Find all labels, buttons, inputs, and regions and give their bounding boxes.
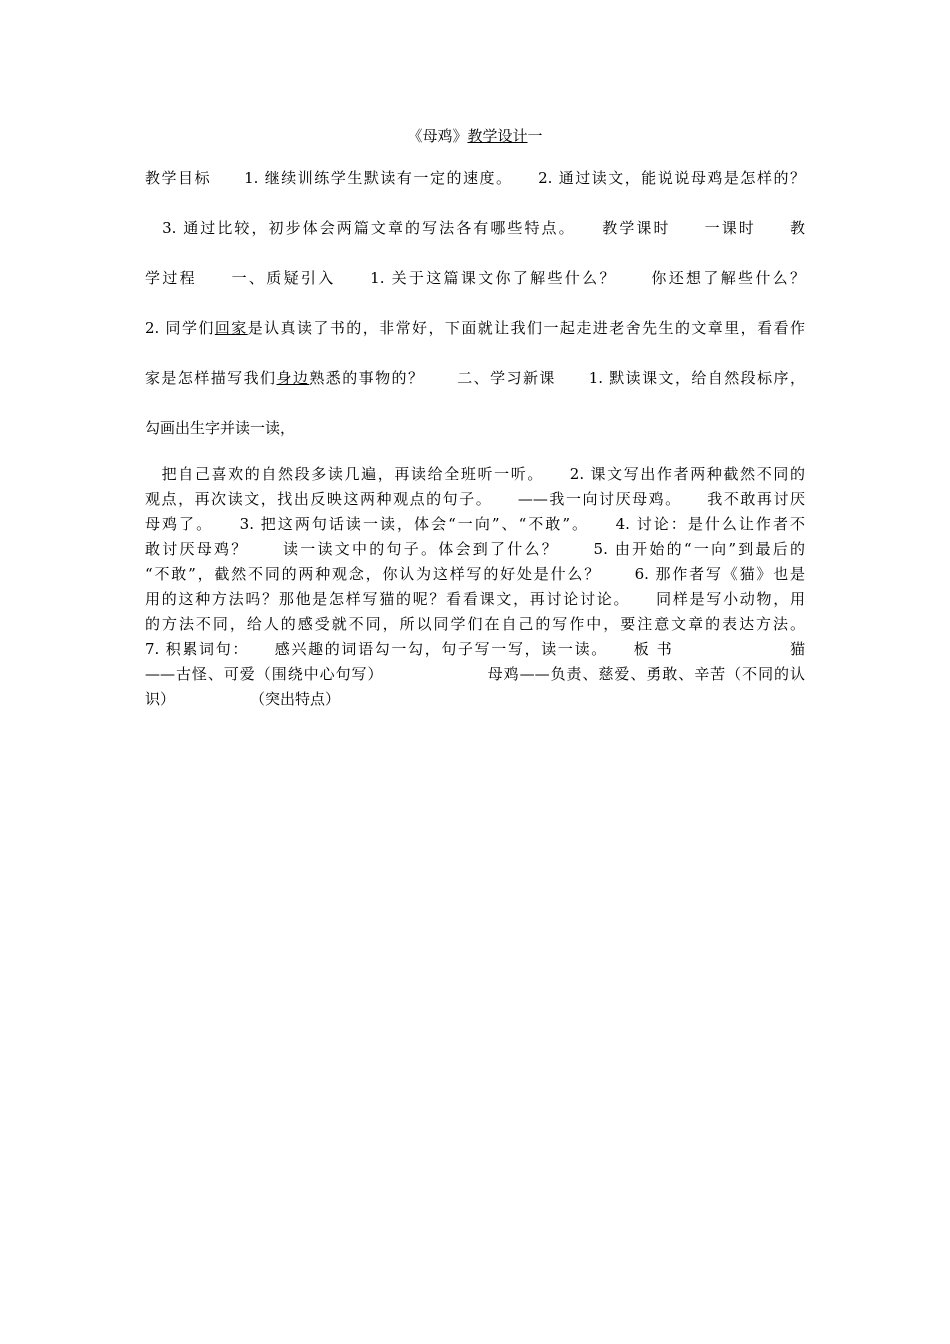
paragraph-line-5 (145, 368, 805, 388)
block-line-7: 的方法不同，给人的感受就不同，所以同学们在自己的写作中，要注意文章的表达方法。 (145, 615, 805, 633)
block-line-6: 用的这种方法吗？那他是怎样写猫的呢？看看课文，再讨论讨论。 同样是写小动物，用 (145, 590, 805, 608)
block-line-2: 观点，再次读文，找出反映这两种观点的句子。 ——我一向讨厌母鸡。 我不敢再讨厌 (145, 490, 805, 508)
paragraph-line-2: 3. 通过比较，初步体会两篇文章的写法各有哪些特点。 教学课时 一课时 教 (145, 219, 805, 237)
line4-underlined: 回家 (214, 319, 248, 337)
block-line-9: ——古怪、可爱（围绕中心句写） 母鸡——负责、慈爱、勇敢、辛苦（不同的认 (145, 665, 805, 683)
paragraph-line-1: 教学目标 1. 继续训练学生默读有一定的速度。 2. 通过读文，能说说母鸡是怎样的？ (145, 169, 805, 187)
line5-text-a: 家是怎样描写我们 (145, 369, 277, 387)
block-line-4: 敢讨厌母鸡？ 读一读文中的句子。体会到了什么？ 5. 由开始的“一向”到最后的 (145, 540, 805, 558)
title-underlined: 教学设计 (467, 127, 528, 145)
paragraph-line-4 (145, 318, 805, 338)
block-line-8: 7. 积累词句： 感兴趣的词语勾一勾，句子写一写，读一读。 板 书 猫 (145, 640, 805, 658)
block-line-10: 识） （突出特点） (145, 690, 341, 708)
paragraph-line-6: 勾画出生字并读一读， (145, 419, 296, 437)
block-line-3: 母鸡了。 3. 把这两句话读一读，体会“一向”、“不敢”。 4. 讨论：是什么让作者不 (145, 515, 805, 533)
block-line-5: “不敢”，截然不同的两种观念，你认为这样写的好处是什么？ 6. 那作者写《猫》也是 (145, 565, 805, 583)
line5-underlined: 身边 (276, 369, 310, 387)
document-title (0, 126, 950, 146)
line4-text-a: 2. 同学们 (145, 319, 215, 337)
title-post: 一 (527, 127, 543, 145)
title-pre: 《母鸡》 (407, 127, 468, 145)
line4-text-b: 是认真读了书的，非常好，下面就让我们一起走进老舍先生的文章里，看看作 (247, 319, 805, 337)
line5-text-b: 熟悉的事物的？ 二、学习新课 1. 默读课文，给自然段标序， (309, 369, 805, 387)
block-line-1: 把自己喜欢的自然段多读几遍，再读给全班听一听。 2. 课文写出作者两种截然不同的 (145, 465, 805, 483)
paragraph-line-3: 学过程 一、质疑引入 1. 关于这篇课文你了解些什么？ 你还想了解些什么？ (145, 269, 805, 287)
